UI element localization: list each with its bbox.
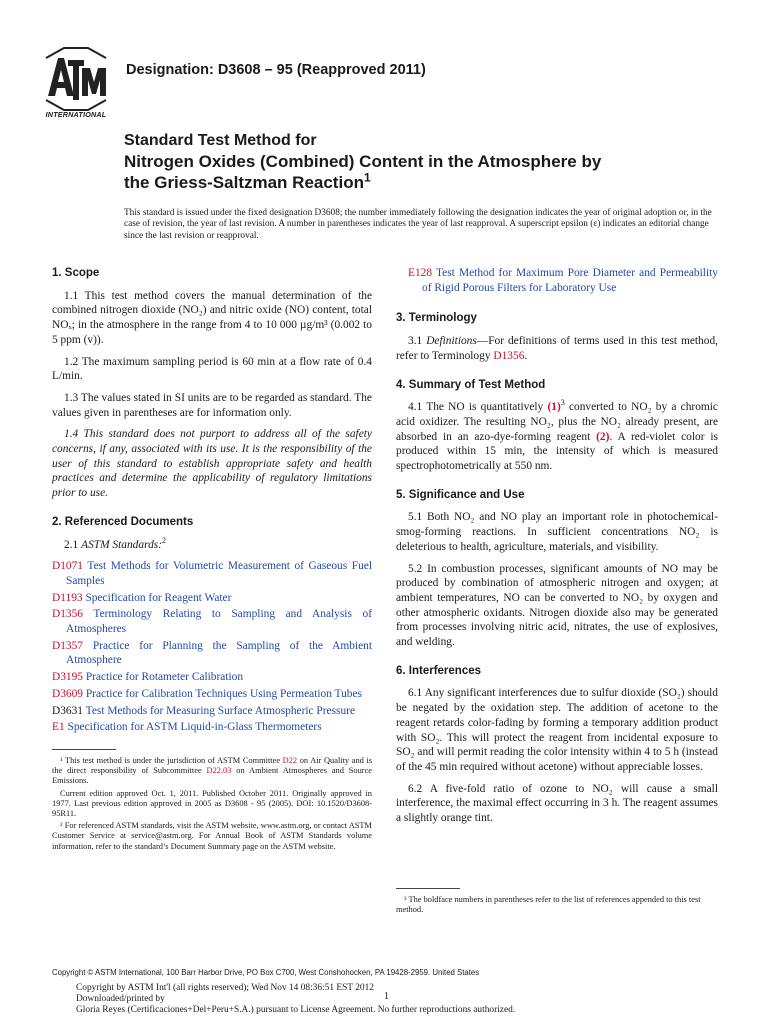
summary-fnmark: 3 [560,398,565,408]
title-line-3-text: the Griess-Saltzman Reaction [124,173,364,192]
license-line-2: Downloaded/printed by [76,994,165,1004]
ref-code: D3631 [52,704,84,717]
ref-code[interactable]: D3195 [52,671,84,684]
footnotes-left [52,756,372,852]
terminology-p1 [396,334,718,363]
ref-code[interactable]: D1193 [52,591,83,604]
title-line-3 [124,172,744,193]
title-line-2: Nitrogen Oxides (Combined) Content in the Atmosphere by [124,152,602,171]
logo-text: INTERNATIONAL [45,110,107,119]
right-column [396,266,718,840]
title-line-1: Standard Test Method for [124,132,317,149]
terminology-ref-d1356[interactable]: D1356 [493,349,525,362]
scope-p3: 1.3 The values stated in SI units are to be regarded as standard. The values given in parentheses are for information only. [52,391,372,419]
footnote-divider-right [396,888,460,889]
intro-paragraph: This standard is issued under the fixed designation D3608; the number immediately following the designation indicates the year of original adoption or, in the case of revision, the year of last revision. A number in parentheses indicates the year of last reapproval. A superscript epsilon (ε) indicates an editorial change since the last revision or reapproval. [124,208,712,241]
ref-item[interactable] [52,639,372,668]
footnote-1-edition: Current edition approved Oct. 1, 2011. Published October 2011. Originally approved in 1977. Last previous edition approved in 2005 as D3608 - 95 (2005). DOI: 10.1520/D3608-95R11. [52,788,372,818]
summary-heading: 4. Summary of Test Method [396,378,546,391]
ref-item[interactable] [52,591,372,606]
ref-code[interactable]: D1357 [52,639,84,652]
terminology-text: —For definitions of terms used in this test method, refer to Terminology [396,335,718,362]
astm-standards-title: ASTM Standards: [81,538,163,551]
summary-text-a: 4.1 The NO is quantitatively [408,401,544,414]
ref-item[interactable] [52,687,372,702]
footnote-1-ref-d22[interactable]: D22 [282,755,298,765]
ref-item[interactable] [52,607,372,636]
footnote-1-b: on Air Quality and is the direct responsibility of Subcommittee [52,755,373,776]
footnote-divider [52,749,116,750]
license-block [76,983,676,1016]
ref-list [52,559,372,735]
terminology-end: . [524,349,528,362]
significance-heading: 5. Significance and Use [396,488,525,501]
interferences-heading: 6. Interferences [396,664,482,677]
ref-text[interactable]: Practice for Planning the Sampling of the Ambient Atmosphere [66,639,372,667]
ref-code[interactable]: E1 [52,721,65,734]
interferences-p2: 6.2 A five-fold ratio of ozone to NO₂ will cause a small interference, the maximal effect occurring in 3 h. The reagent assumes a slightly orange tint. [396,782,718,825]
section-interferences [396,664,718,826]
section-summary [396,378,718,474]
section-referenced-documents [52,515,372,735]
ref-text[interactable]: Practice for Calibration Techniques Using Permeation Tubes [85,687,362,700]
summary-ref-1[interactable]: (1) [547,401,561,414]
license-line-1: Copyright by ASTM Int'l (all rights reserved); Wed Nov 14 08:36:51 EST 2012 [76,983,374,993]
astm-standards-number: 2.1 [64,538,79,551]
footnote-1-a: ¹ This test method is under the jurisdiction of ASTM Committee [60,755,281,765]
astm-standards-label [52,535,372,553]
ref-code[interactable]: D1356 [52,608,84,621]
document-title [124,131,744,193]
footnote-1-ref-d2203[interactable]: D22.03 [206,766,232,776]
astm-logo [34,44,118,124]
ref-item[interactable] [52,559,372,588]
section-significance [396,488,718,650]
ref-text[interactable]: Test Methods for Volumetric Measurement of Gaseous Fuel Samples [66,560,372,587]
scope-p1: 1.1 This test method covers the manual determination of the combined nitrogen dioxide (NO₂) and nitric oxide (NO) content, total NOₓ; in the atmosphere in the range from 4 to 10 000 µg/m³ (0.002 to 5 ppm (v)). [52,289,372,346]
referenced-heading: 2. Referenced Documents [52,515,194,528]
footnote-1-c: on Ambient Atmospheres and Source Emissions. [52,766,373,786]
interferences-p1: 6.1 Any significant interferences due to sulfur dioxide (SO₂) should be negated by the oxidation step. The addition of acetone to the reagent retards color-fading by forming a temporary addition product with SO₂. This will protect the reagent from incidental exposure to SO₂ and will permit reading the color intensity within 4 to 5 h (instead of the 45 min required without acetone) without appreciable losses. [396,687,718,773]
scope-p2: 1.2 The maximum sampling period is 60 min at a flow rate of 0.4 L/min. [52,355,372,383]
terminology-term: Definitions [426,335,477,348]
scope-p4: 1.4 This standard does not purport to address all of the safety concerns, if any, associated with its use. It is the responsibility of the user of this standard to establish appropriate safety and health practices and determine the applicability of regulatory limitations prior to use. [52,428,372,500]
ref-item[interactable] [52,704,372,719]
scope-heading: 1. Scope [52,267,100,279]
title-footnote-mark: 1 [363,170,371,185]
significance-p2: 5.2 In combustion processes, significant amounts of NO may be produced by combination of atmospheric nitrogen and oxygen; at ambient temperatures, NO can be converted to NO₂ by oxygen and other atmospheric oxidants. Nitrogen dioxide also may be generated from processes involving nitric acid, nitrates, the use of explosives, and welding. [396,562,718,649]
footnote-3: ³ The boldface numbers in parentheses refer to the list of references appended to this test method. [396,895,701,915]
summary-text-c: . A red-violet color is produced within 15 min, the intensity of which is measured spectrophotometrically at 550 nm. [396,430,718,473]
terminology-number: 3.1 [408,335,423,348]
ref-text[interactable]: Specification for Reagent Water [85,591,232,604]
ref-text[interactable]: Terminology Relating to Sampling and Analysis of Atmospheres [66,608,372,636]
ref-text[interactable]: Test Method for Maximum Pore Diameter and Permeability of Rigid Porous Filters for Laboratory Use [422,267,718,294]
footnote-2: ² For referenced ASTM standards, visit the ASTM website, www.astm.org, or contact ASTM Customer Service at service@astm.org. For Annual Book of ASTM Standards volume information, refer to the standard’s Document Summary page on the ASTM website. [52,821,372,851]
ref-code[interactable]: E128 [408,267,433,279]
page-number: 1 [384,991,389,1002]
copyright-line: Copyright © ASTM International, 100 Barr Harbor Drive, PO Box C700, West Conshohocken, PA 19428-2959. United States [52,968,480,977]
designation: Designation: D3608 – 95 (Reapproved 2011) [126,62,426,78]
ref-item[interactable] [396,266,718,295]
section-scope [52,266,372,501]
ref-text[interactable]: Specification for ASTM Liquid-in-Glass Thermometers [67,721,322,734]
summary-text-b: converted to NO₂ by a chromic acid oxidizer. The resulting NO₂, plus the NO₂ already present, are absorbed in an azo-dye-forming reagent [396,401,718,443]
ref-code[interactable]: D1071 [52,560,84,573]
ref-code[interactable]: D3609 [52,687,84,700]
license-line-3: Gloria Reyes (Certificaciones+Del+Peru+S.A.) pursuant to License Agreement. No further reproductions authorized. [76,1005,516,1015]
summary-ref-2[interactable]: (2) [596,430,610,443]
ref-item[interactable] [52,720,372,735]
footnote-1 [52,756,372,787]
significance-p1: 5.1 Both NO₂ and NO play an important role in photochemical-smog-forming reactions. In sufficient concentrations NO₂ is deleterious to health, agriculture, materials, and visibility. [396,511,718,553]
section-terminology [396,311,718,363]
summary-p1 [396,400,718,474]
ref-text[interactable]: Test Methods for Measuring Surface Atmospheric Pressure [85,704,356,717]
footnotes-right [396,888,718,917]
ref-item[interactable] [52,670,372,685]
left-column [52,266,372,854]
terminology-heading: 3. Terminology [396,312,477,325]
ref-text[interactable]: Practice for Rotameter Calibration [85,671,244,684]
astm-standards-fnmark: 2 [162,535,166,545]
